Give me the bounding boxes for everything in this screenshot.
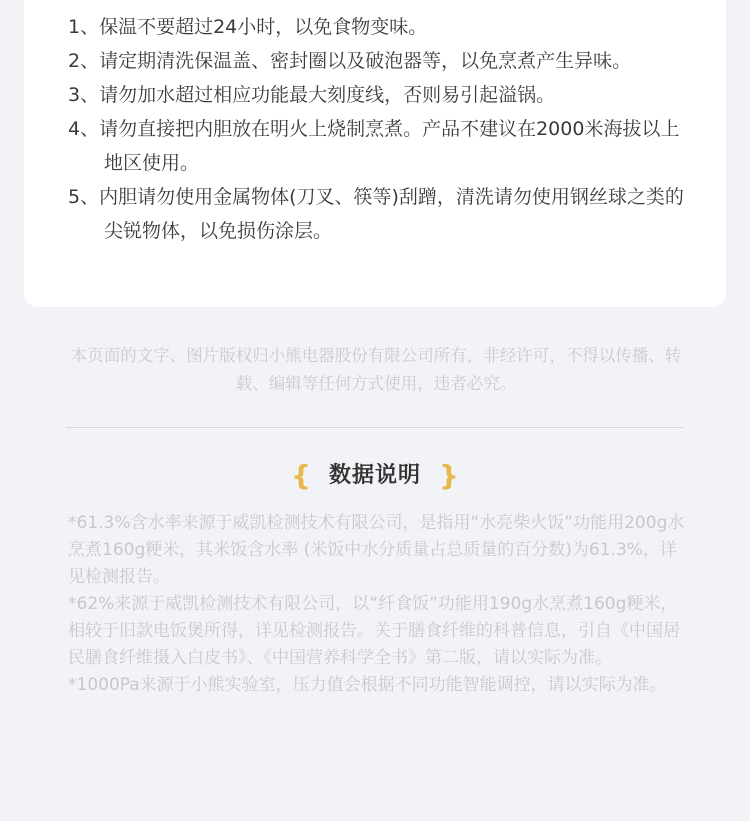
data-note-3: *1000Pa来源于小熊实验室，压力值会根据不同功能智能调控，请以实际为准。: [68, 675, 667, 695]
data-section-title: 数据说明: [328, 463, 421, 488]
notice-item-text: 保温不要超过24小时，以免食物变味。: [99, 16, 428, 38]
notice-item-text: 请勿加水超过相应功能最大刻度线，否则易引起溢锅。: [99, 84, 556, 106]
notice-item-5: [68, 180, 698, 248]
data-section-header: [0, 456, 750, 496]
data-notes: [68, 510, 693, 699]
notice-item-text: 内胆请勿使用金属物体(刀叉、筷等)刮蹭，清洗请勿使用钢丝球之类的尖锐物体，以免损伤涂层。: [99, 186, 684, 242]
notice-item-number: 2、: [68, 50, 100, 72]
notice-item-number: 1、: [68, 16, 100, 38]
data-note-1: *61.3%含水率来源于威凯检测技术有限公司，是指用“水亮柴火饭”功能用200g水烹煮160g粳米，其米饭含水率 (米饭中水分质量占总质量的百分数)为61.3%，详见检测报告。: [68, 513, 685, 587]
notice-item-number: 3、: [68, 84, 100, 106]
notice-item-3: [68, 78, 698, 112]
section-divider: [66, 427, 683, 428]
notice-item-4: [68, 112, 698, 180]
data-note-2: *62%来源于威凯检测技术有限公司，以“纤食饭”功能用190g水烹煮160g粳米，相较于旧款电饭煲所得，详见检测报告。关于膳食纤维的科普信息，引自《中国居民膳食纤维摄入白皮书》、《中国营养科学全书》第二版，请以实际为准。: [68, 594, 680, 668]
notice-item-number: 5、: [68, 186, 100, 208]
notice-item-text: 请勿直接把内胆放在明火上烧制烹煮。产品不建议在2000米海拔以上地区使用。: [99, 118, 680, 174]
notice-item-text: 请定期清洗保温盖、密封圈以及破泡器等，以免烹煮产生异味。: [99, 50, 632, 72]
notice-item-number: 4、: [68, 118, 100, 140]
left-brace-icon: {: [291, 459, 311, 492]
usage-notice-list: [68, 10, 698, 248]
right-brace-icon: }: [439, 459, 459, 492]
copyright-notice: 本页面的文字、图片版权归小熊电器股份有限公司所有，非经许可，不得以传播、转载、编辑等任何方式使用，违者必究。: [70, 346, 682, 393]
notice-item-1: [68, 10, 698, 44]
notice-item-2: [68, 44, 698, 78]
